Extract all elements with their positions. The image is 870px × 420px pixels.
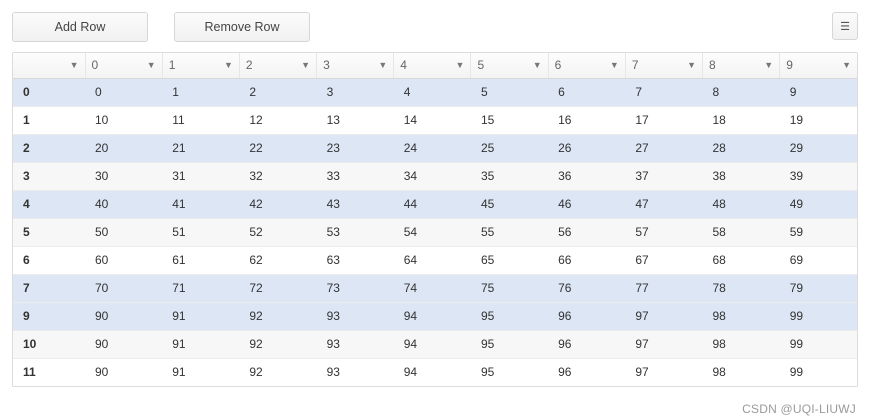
column-header-label: 5 — [477, 58, 485, 73]
add-row-button[interactable]: Add Row — [12, 12, 148, 42]
row-header-cell[interactable]: 0 — [13, 78, 85, 106]
menu-button[interactable]: ☰ — [832, 12, 858, 40]
grid-header — [13, 53, 857, 78]
table-cell[interactable]: 19 — [780, 106, 857, 134]
table-cell[interactable]: 28 — [703, 134, 780, 162]
table-cell[interactable]: 22 — [239, 134, 316, 162]
table-cell[interactable]: 73 — [317, 274, 394, 302]
column-header-5[interactable] — [471, 53, 548, 78]
table-cell[interactable]: 93 — [317, 358, 394, 386]
table-cell[interactable]: 4 — [394, 78, 471, 106]
table-cell[interactable]: 92 — [239, 302, 316, 330]
table-cell[interactable]: 97 — [625, 330, 702, 358]
table-cell[interactable]: 65 — [471, 246, 548, 274]
table-cell[interactable]: 96 — [548, 302, 625, 330]
table-cell[interactable]: 97 — [625, 358, 702, 386]
table-cell[interactable]: 66 — [548, 246, 625, 274]
table-cell[interactable]: 9 — [780, 78, 857, 106]
filter-icon[interactable]: ▼ — [687, 59, 696, 70]
table-cell[interactable]: 79 — [780, 274, 857, 302]
table-cell[interactable]: 91 — [162, 330, 239, 358]
table-cell[interactable]: 38 — [703, 162, 780, 190]
table-cell[interactable]: 0 — [85, 78, 162, 106]
filter-icon[interactable]: ▼ — [69, 59, 79, 70]
data-grid — [12, 52, 858, 387]
table-row[interactable] — [13, 190, 857, 218]
table-cell[interactable]: 99 — [780, 302, 857, 330]
column-header-8[interactable] — [703, 53, 780, 78]
table-cell[interactable]: 34 — [394, 162, 471, 190]
row-header-cell[interactable]: 10 — [13, 330, 85, 358]
table-cell[interactable]: 52 — [239, 218, 316, 246]
row-header-cell[interactable]: 1 — [13, 106, 85, 134]
table-cell[interactable]: 63 — [317, 246, 394, 274]
row-header-cell[interactable]: 7 — [13, 274, 85, 302]
table-cell[interactable]: 54 — [394, 218, 471, 246]
table-cell[interactable]: 94 — [394, 330, 471, 358]
table-cell[interactable]: 72 — [239, 274, 316, 302]
table-cell[interactable]: 64 — [394, 246, 471, 274]
column-header-label: 6 — [554, 58, 562, 73]
table-cell[interactable]: 99 — [780, 358, 857, 386]
table-cell[interactable]: 90 — [85, 330, 162, 358]
table-cell[interactable]: 98 — [703, 302, 780, 330]
table-cell[interactable]: 74 — [394, 274, 471, 302]
column-header-9[interactable] — [780, 53, 857, 78]
grid-header-row — [13, 53, 857, 78]
row-header-cell[interactable]: 6 — [13, 246, 85, 274]
column-header-2[interactable] — [239, 53, 316, 78]
table-cell[interactable]: 96 — [548, 358, 625, 386]
column-header-rownum[interactable] — [13, 53, 85, 78]
table-cell[interactable]: 3 — [317, 78, 394, 106]
table-cell[interactable]: 35 — [471, 162, 548, 190]
table-cell[interactable]: 20 — [85, 134, 162, 162]
row-header-cell[interactable]: 5 — [13, 218, 85, 246]
row-header-cell[interactable]: 2 — [13, 134, 85, 162]
table-cell[interactable]: 62 — [239, 246, 316, 274]
table-cell[interactable]: 95 — [471, 330, 548, 358]
table-cell[interactable]: 16 — [548, 106, 625, 134]
table-cell[interactable]: 95 — [471, 302, 548, 330]
table-cell[interactable]: 90 — [85, 358, 162, 386]
column-header-7[interactable] — [625, 53, 702, 78]
table-cell[interactable]: 44 — [394, 190, 471, 218]
filter-icon[interactable]: ▼ — [146, 59, 156, 70]
table-row[interactable] — [13, 246, 857, 274]
table-cell[interactable]: 93 — [317, 302, 394, 330]
table-row[interactable] — [13, 330, 857, 358]
column-header-3[interactable] — [317, 53, 394, 78]
table-cell[interactable]: 47 — [625, 190, 702, 218]
row-header-cell[interactable]: 3 — [13, 162, 85, 190]
row-header-cell[interactable]: 11 — [13, 358, 85, 386]
table-cell[interactable]: 68 — [703, 246, 780, 274]
table-cell[interactable]: 67 — [625, 246, 702, 274]
table-cell[interactable]: 71 — [162, 274, 239, 302]
row-header-cell[interactable]: 9 — [13, 302, 85, 330]
table-cell[interactable]: 48 — [703, 190, 780, 218]
table-cell[interactable]: 42 — [239, 190, 316, 218]
grid-body — [13, 78, 857, 386]
table-cell[interactable]: 31 — [162, 162, 239, 190]
table-cell[interactable]: 78 — [703, 274, 780, 302]
table-cell[interactable]: 29 — [780, 134, 857, 162]
table-cell[interactable]: 69 — [780, 246, 857, 274]
table-row[interactable] — [13, 134, 857, 162]
table-cell[interactable]: 98 — [703, 358, 780, 386]
column-header-6[interactable] — [548, 53, 625, 78]
column-header-label: 4 — [400, 58, 407, 73]
table-cell[interactable]: 76 — [548, 274, 625, 302]
column-header-label: 2 — [245, 58, 253, 73]
table-cell[interactable]: 11 — [162, 106, 239, 134]
table-cell[interactable]: 92 — [239, 358, 316, 386]
table-cell[interactable]: 98 — [703, 330, 780, 358]
table-cell[interactable]: 45 — [471, 190, 548, 218]
table-cell[interactable]: 32 — [239, 162, 316, 190]
column-header-label: 9 — [786, 58, 793, 73]
table-cell[interactable]: 33 — [317, 162, 394, 190]
table-cell[interactable]: 91 — [162, 358, 239, 386]
table-cell[interactable]: 2 — [239, 78, 316, 106]
table-cell[interactable]: 75 — [471, 274, 548, 302]
table-cell[interactable]: 6 — [548, 78, 625, 106]
table-cell[interactable]: 1 — [162, 78, 239, 106]
table-cell[interactable]: 13 — [317, 106, 394, 134]
column-header-label: 1 — [168, 58, 176, 73]
table-cell[interactable]: 27 — [625, 134, 702, 162]
table-cell[interactable]: 43 — [317, 190, 394, 218]
table-cell[interactable]: 24 — [394, 134, 471, 162]
table-cell[interactable]: 92 — [239, 330, 316, 358]
filter-icon[interactable]: ▼ — [223, 59, 233, 70]
table-cell[interactable]: 55 — [471, 218, 548, 246]
table-cell[interactable]: 10 — [85, 106, 162, 134]
table-row[interactable] — [13, 78, 857, 106]
filter-icon[interactable]: ▼ — [301, 59, 311, 70]
table-cell[interactable]: 39 — [780, 162, 857, 190]
row-header-cell[interactable]: 4 — [13, 190, 85, 218]
table-cell[interactable]: 58 — [703, 218, 780, 246]
table-cell[interactable]: 51 — [162, 218, 239, 246]
table-cell[interactable]: 59 — [780, 218, 857, 246]
table-cell[interactable]: 25 — [471, 134, 548, 162]
table-cell[interactable]: 95 — [471, 358, 548, 386]
table-cell[interactable]: 40 — [85, 190, 162, 218]
table-cell[interactable]: 97 — [625, 302, 702, 330]
table-cell[interactable]: 70 — [85, 274, 162, 302]
table-cell[interactable]: 90 — [85, 302, 162, 330]
table-cell[interactable]: 26 — [548, 134, 625, 162]
table-cell[interactable]: 8 — [703, 78, 780, 106]
table-row[interactable] — [13, 358, 857, 386]
filter-icon[interactable]: ▼ — [378, 59, 388, 70]
column-header-0[interactable] — [85, 53, 162, 78]
table-row[interactable] — [13, 106, 857, 134]
table-cell[interactable]: 49 — [780, 190, 857, 218]
filter-icon[interactable]: ▼ — [455, 59, 465, 70]
column-header-label: 3 — [323, 58, 330, 73]
filter-icon[interactable]: ▼ — [532, 59, 542, 70]
table-row[interactable] — [13, 162, 857, 190]
table-row[interactable] — [13, 302, 857, 330]
filter-icon[interactable]: ▼ — [842, 59, 851, 70]
table-cell[interactable]: 15 — [471, 106, 548, 134]
table-cell[interactable]: 61 — [162, 246, 239, 274]
table-cell[interactable]: 53 — [317, 218, 394, 246]
table-cell[interactable]: 91 — [162, 302, 239, 330]
column-header-label: 7 — [631, 58, 639, 73]
table-cell[interactable]: 57 — [625, 218, 702, 246]
table-cell[interactable]: 18 — [703, 106, 780, 134]
filter-icon[interactable]: ▼ — [764, 59, 774, 70]
table-cell[interactable]: 41 — [162, 190, 239, 218]
table-cell[interactable]: 17 — [625, 106, 702, 134]
toolbar — [12, 10, 858, 44]
table-cell[interactable]: 94 — [394, 358, 471, 386]
table-cell[interactable]: 93 — [317, 330, 394, 358]
table-cell[interactable]: 7 — [625, 78, 702, 106]
filter-icon[interactable]: ▼ — [609, 59, 619, 70]
table-cell[interactable]: 56 — [548, 218, 625, 246]
table-cell[interactable]: 60 — [85, 246, 162, 274]
table-cell[interactable]: 14 — [394, 106, 471, 134]
table-row[interactable] — [13, 274, 857, 302]
table-cell[interactable]: 46 — [548, 190, 625, 218]
watermark: CSDN @UQI-LIUWJ — [742, 402, 856, 416]
column-header-label: 8 — [709, 58, 716, 73]
table-cell[interactable]: 50 — [85, 218, 162, 246]
table-cell[interactable]: 23 — [317, 134, 394, 162]
table-cell[interactable]: 99 — [780, 330, 857, 358]
column-header-4[interactable] — [394, 53, 471, 78]
table-cell[interactable]: 12 — [239, 106, 316, 134]
table-cell[interactable]: 21 — [162, 134, 239, 162]
remove-row-button[interactable]: Remove Row — [174, 12, 310, 42]
column-header-1[interactable] — [162, 53, 239, 78]
table-cell[interactable]: 30 — [85, 162, 162, 190]
column-header-label: 0 — [91, 58, 99, 73]
table-cell[interactable]: 5 — [471, 78, 548, 106]
grid-table — [13, 53, 857, 386]
table-row[interactable] — [13, 218, 857, 246]
table-cell[interactable]: 94 — [394, 302, 471, 330]
table-cell[interactable]: 36 — [548, 162, 625, 190]
table-cell[interactable]: 96 — [548, 330, 625, 358]
table-cell[interactable]: 77 — [625, 274, 702, 302]
table-cell[interactable]: 37 — [625, 162, 702, 190]
